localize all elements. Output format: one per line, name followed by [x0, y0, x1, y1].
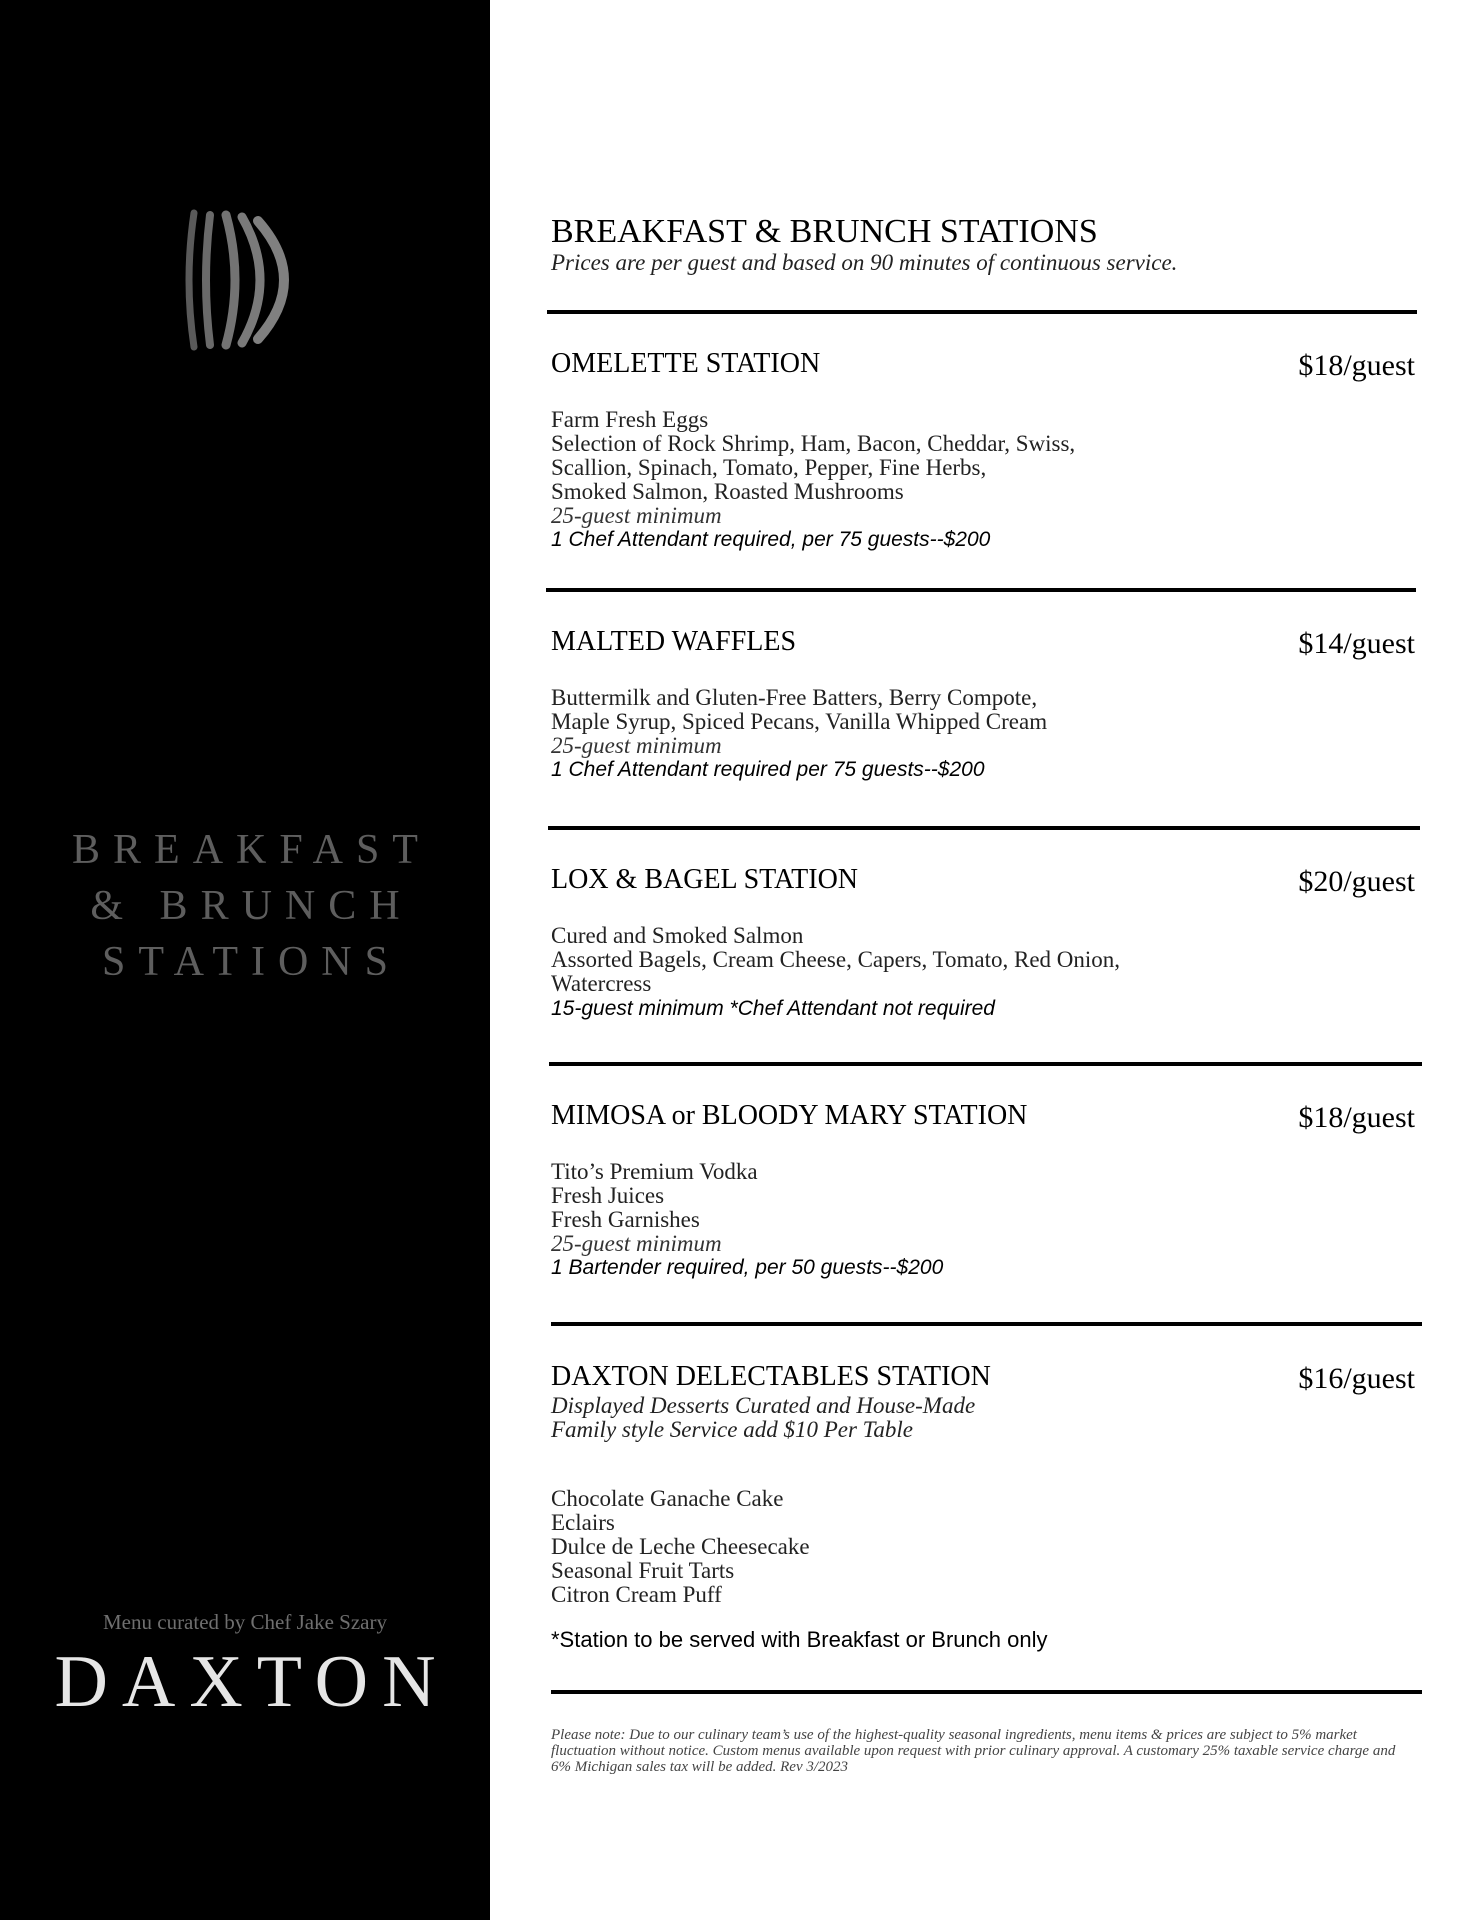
station-omelette: [551, 347, 1421, 552]
minimum-note: 25-guest minimum: [551, 503, 722, 528]
item-line: Smoked Salmon, Roasted Mushrooms: [551, 479, 904, 504]
sidebar-title-line: & BRUNCH: [90, 883, 413, 929]
page-subtitle: Prices are per guest and based on 90 minutes of continuous service.: [551, 250, 1178, 275]
station-mimosa-bloody-mary: [551, 1099, 1421, 1280]
station-items: [551, 408, 1421, 552]
item-line: Eclairs: [551, 1510, 615, 1535]
station-items: [551, 1487, 1421, 1607]
divider: [547, 310, 1417, 314]
sidebar: [0, 0, 490, 1920]
station-name: MALTED WAFFLES: [551, 626, 797, 657]
item-line: Selection of Rock Shrimp, Ham, Bacon, Cheddar, Swiss,: [551, 431, 1076, 456]
item-line: Assorted Bagels, Cream Cheese, Capers, Tomato, Red Onion,: [551, 947, 1121, 972]
station-lox-bagel: [551, 863, 1421, 1021]
item-line: Citron Cream Puff: [551, 1582, 722, 1607]
station-name: DAXTON DELECTABLES STATION: [551, 1361, 991, 1392]
requirement-note: 1 Bartender required, per 50 guests--$200: [551, 1256, 944, 1279]
divider: [546, 588, 1416, 592]
curator-credit: Menu curated by Chef Jake Szary: [103, 1610, 387, 1634]
station-waffles: [551, 625, 1421, 782]
station-price: $18/guest: [1298, 1101, 1415, 1134]
disclaimer-text: Please note: Due to our culinary team’s use of the highest-quality seasonal ingredients, menu items & prices are subject to 5% market fluctuation without notice. Custom menus available upon request with prior culinary approval. A customary 25% taxable service charge and 6% Michigan sales tax will be added. Rev 3/2023: [551, 1727, 1396, 1775]
station-daxton-delectables: [551, 1360, 1421, 1653]
item-line: Dulce de Leche Cheesecake: [551, 1534, 810, 1559]
station-price: $16/guest: [1298, 1362, 1415, 1395]
station-price: $20/guest: [1298, 865, 1415, 898]
sidebar-title-line: STATIONS: [102, 939, 401, 985]
item-line: Buttermilk and Gluten-Free Batters, Berry Compote,: [551, 685, 1038, 710]
item-line: Chocolate Ganache Cake: [551, 1486, 784, 1511]
station-name: LOX & BAGEL STATION: [551, 864, 859, 895]
item-line: Seasonal Fruit Tarts: [551, 1558, 735, 1583]
page-title: BREAKFAST & BRUNCH STATIONS: [551, 213, 1098, 250]
requirement-note: 15-guest minimum *Chef Attendant not required: [551, 997, 995, 1020]
station-items: [551, 1160, 1421, 1280]
requirement-note: 1 Chef Attendant required per 75 guests--$200: [551, 758, 985, 781]
station-name: OMELETTE STATION: [551, 348, 821, 379]
station-items: [551, 924, 1421, 1021]
station-name: MIMOSA or BLOODY MARY STATION: [551, 1100, 1028, 1131]
divider: [551, 1322, 1422, 1326]
item-line: Scallion, Spinach, Tomato, Pepper, Fine Herbs,: [551, 455, 987, 480]
station-subtitle: Family style Service add $10 Per Table: [551, 1417, 913, 1442]
item-line: Farm Fresh Eggs: [551, 407, 709, 432]
minimum-note: 25-guest minimum: [551, 733, 722, 758]
item-line: Fresh Juices: [551, 1183, 665, 1208]
station-footnote: *Station to be served with Breakfast or Brunch only: [551, 1627, 1048, 1652]
item-line: Cured and Smoked Salmon: [551, 923, 804, 948]
station-subtitle: Displayed Desserts Curated and House-Made: [551, 1393, 976, 1418]
item-line: Maple Syrup, Spiced Pecans, Vanilla Whipped Cream: [551, 709, 1048, 734]
sidebar-title-line: BREAKFAST: [72, 827, 431, 873]
requirement-note: 1 Chef Attendant required, per 75 guests--$200: [551, 528, 991, 551]
sidebar-title: [0, 822, 490, 990]
minimum-note: 25-guest minimum: [551, 1231, 722, 1256]
item-line: Fresh Garnishes: [551, 1207, 700, 1232]
station-items: [551, 686, 1421, 782]
item-line: Tito’s Premium Vodka: [551, 1159, 758, 1184]
divider: [548, 826, 1420, 830]
item-line: Watercress: [551, 971, 652, 996]
divider: [549, 1062, 1422, 1066]
station-price: $18/guest: [1298, 349, 1415, 382]
brand-wordmark: DAXTON: [54, 1641, 450, 1723]
daxton-logo-icon: [180, 205, 330, 355]
station-price: $14/guest: [1298, 627, 1415, 660]
divider: [551, 1690, 1422, 1694]
